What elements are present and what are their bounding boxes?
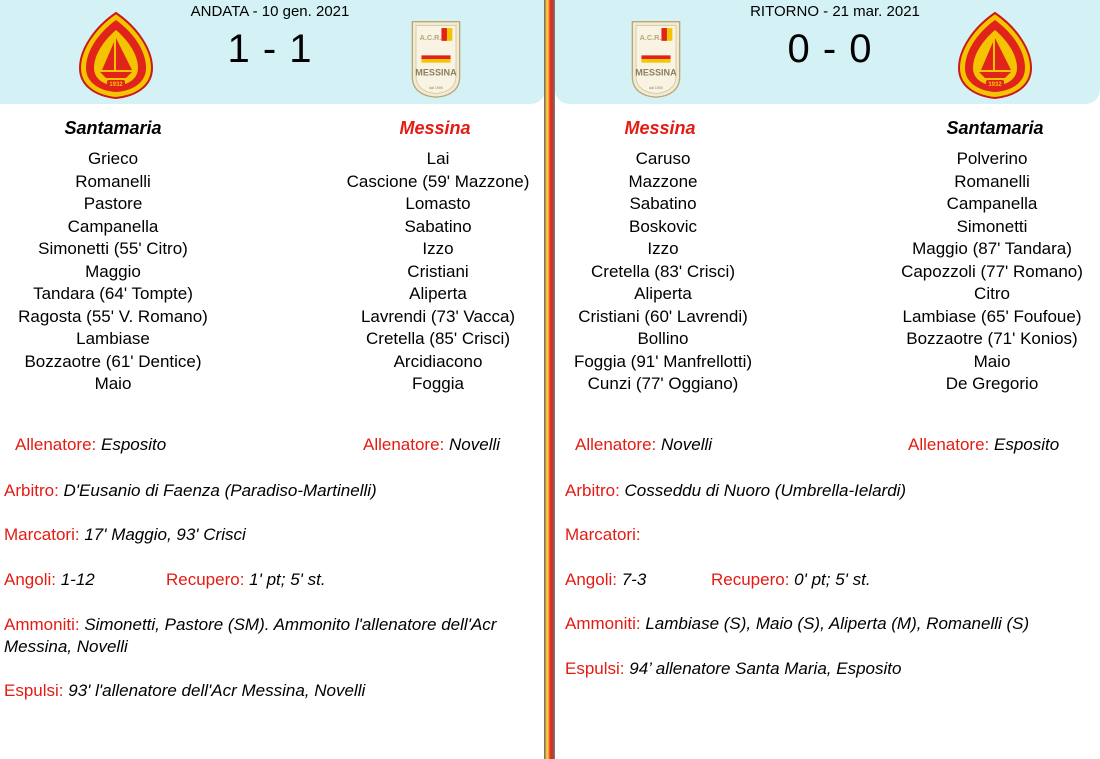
andata-away-player: Foggia <box>412 374 464 393</box>
ritorno-home-player: Cunzi (77' Oggiano) <box>587 374 739 393</box>
ritorno-header <box>555 0 1100 104</box>
ritorno-away-player: Lambiase (65' Foufoue) <box>902 306 1082 326</box>
andata-home-player: Pastore <box>83 194 143 213</box>
andata-home-coach: Allenatore: Esposito <box>15 435 167 454</box>
andata-away-player: Cristiani <box>407 261 469 281</box>
ritorno-corners: Angoli: 7-3 <box>565 570 647 589</box>
ritorno-scorers: Marcatori: <box>565 525 641 544</box>
andata-corners: Angoli: 1-12 <box>4 570 95 589</box>
ritorno-away-lineup <box>885 148 1099 396</box>
ritorno-home-player: Caruso <box>635 149 691 168</box>
ritorno-away-player: Polverino <box>956 149 1028 168</box>
andata-home-player: Grieco <box>87 149 139 168</box>
messina-crest-icon <box>406 19 466 99</box>
andata-home-player: Tandara (64' Tompte) <box>33 284 193 303</box>
ritorno-home-player: Sabatino <box>629 194 697 213</box>
divider-stripe <box>544 0 555 759</box>
andata-home-lineup <box>0 148 226 396</box>
ritorno-away-player: Maggio (87' Tandara) <box>912 239 1072 258</box>
ritorno-date: RITORNO - 21 mar. 2021 <box>750 3 920 20</box>
ritorno-referee: Arbitro: Cosseddu di Nuoro (Umbrella-Ielardi) <box>565 481 907 500</box>
ritorno-booked: Ammoniti: Lambiase (S), Maio (S), Aliperta (M), Romanelli (S) <box>565 614 1030 633</box>
andata-home-player: Maio <box>94 374 132 393</box>
ritorno-away-team-name: Santamaria <box>946 118 1044 138</box>
andata-away-team-name: Messina <box>399 118 471 138</box>
ritorno-home-player: Izzo <box>647 239 679 258</box>
andata-away-player: Sabatino <box>404 216 472 236</box>
ritorno-away-player: Campanella <box>946 194 1038 213</box>
ritorno-home-team-name: Messina <box>624 118 696 138</box>
andata-home-player: Maggio <box>85 261 141 281</box>
santamaria-crest-icon <box>76 10 156 100</box>
ritorno-home-player: Foggia (91' Manfrellotti) <box>573 351 753 371</box>
andata-away-coach: Allenatore: Novelli <box>363 435 501 454</box>
ritorno-away-player: Maio <box>973 351 1011 371</box>
andata-home-player: Lambiase <box>76 329 150 348</box>
ritorno-sent-off: Espulsi: 94’ allenatore Santa Maria, Esposito <box>565 659 902 678</box>
messina-crest-icon <box>626 19 686 99</box>
ritorno-home-player: Bollino <box>637 329 689 348</box>
ritorno-away-player: Capozzoli (77' Romano) <box>901 261 1083 281</box>
ritorno-away-player: De Gregorio <box>945 374 1039 393</box>
ritorno-home-player: Cretella (83' Crisci) <box>591 261 735 281</box>
andata-score: 1 - 1 <box>227 27 313 71</box>
ritorno-home-player: Boskovic <box>628 216 698 236</box>
ritorno-away-player: Citro <box>974 284 1010 303</box>
andata-home-player: Campanella <box>67 216 159 236</box>
ritorno-home-player: Cristiani (60' Lavrendi) <box>578 306 748 326</box>
andata-away-player: Izzo <box>422 239 454 258</box>
ritorno-away-player: Bozzaotre (71' Konios) <box>906 329 1078 348</box>
andata-header <box>0 0 545 104</box>
andata-scorers: Marcatori: 17' Maggio, 93' Crisci <box>4 525 246 544</box>
andata-away-player: Lavrendi (73' Vacca) <box>360 306 516 326</box>
ritorno-home-coach: Allenatore: Novelli <box>575 435 713 454</box>
andata-booked: Ammoniti: Simonetti, Pastore (SM). Ammonito l'allenatore dell'Acr Messina, Novelli <box>4 615 497 656</box>
ritorno-stoppage: Recupero: 0' pt; 5' st. <box>711 570 871 589</box>
andata-away-player: Arcidiacono <box>393 351 483 371</box>
andata-home-player: Simonetti (55' Citro) <box>38 239 188 258</box>
andata-away-player: Cretella (85' Crisci) <box>366 329 510 348</box>
ritorno-panel <box>555 0 1100 759</box>
andata-away-player: Lai <box>426 149 450 168</box>
andata-referee: Arbitro: D'Eusanio di Faenza (Paradiso-Martinelli) <box>4 481 377 500</box>
andata-away-player: Cascione (59' Mazzone) <box>346 171 530 191</box>
santamaria-crest-icon <box>955 10 1035 100</box>
ritorno-away-player: Romanelli <box>954 171 1030 191</box>
ritorno-home-player: Aliperta <box>634 284 692 303</box>
ritorno-home-player: Mazzone <box>628 171 698 191</box>
ritorno-home-lineup <box>555 148 771 396</box>
andata-date: ANDATA - 10 gen. 2021 <box>190 3 350 20</box>
andata-home-player: Romanelli <box>75 171 151 191</box>
ritorno-score: 0 - 0 <box>787 27 873 71</box>
ritorno-away-player: Simonetti <box>956 216 1028 236</box>
ritorno-away-coach: Allenatore: Esposito <box>908 435 1060 454</box>
andata-home-player: Ragosta (55' V. Romano) <box>18 306 208 326</box>
andata-away-player: Aliperta <box>409 284 467 303</box>
andata-stoppage: Recupero: 1' pt; 5' st. <box>166 570 326 589</box>
andata-panel <box>0 0 545 759</box>
andata-home-player: Bozzaotre (61' Dentice) <box>24 351 202 371</box>
andata-away-player: Lomasto <box>405 194 471 213</box>
andata-sent-off: Espulsi: 93' l'allenatore dell'Acr Messina, Novelli <box>4 681 366 700</box>
andata-home-team-name: Santamaria <box>64 118 162 138</box>
andata-away-lineup <box>326 148 550 396</box>
